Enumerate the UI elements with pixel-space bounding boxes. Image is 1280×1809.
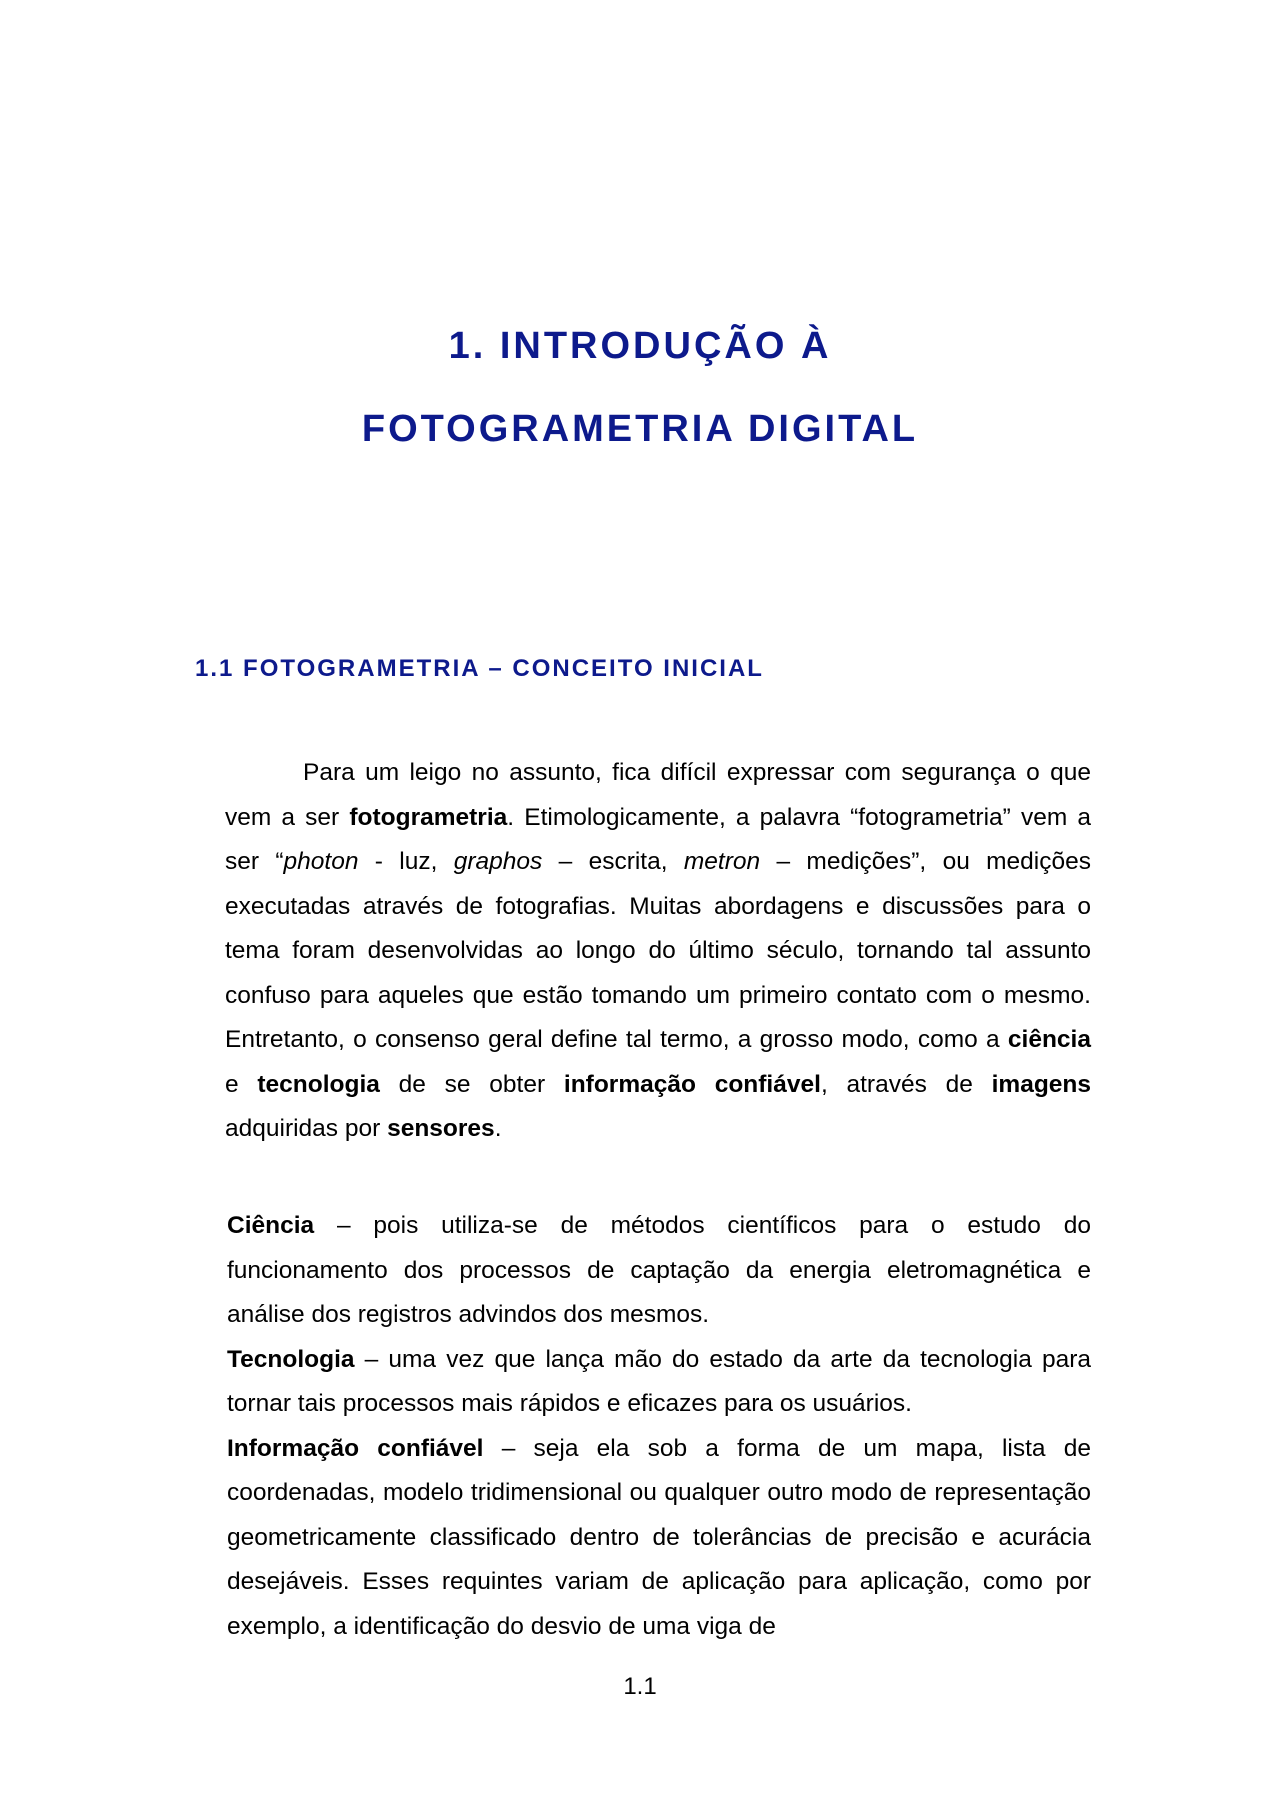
intro-text: . Etimologicamente, a palavra “fotogrametria” vem a ser “	[225, 803, 1091, 875]
intro-text: Para um leigo no assunto, fica difícil expressar com segurança o que vem a ser	[225, 759, 1091, 831]
definition-term: Informação confiável	[227, 1434, 484, 1462]
page-number: 1.1	[623, 1673, 657, 1700]
chapter-title-line-2: FOTOGRAMETRIA DIGITAL	[361, 408, 919, 450]
intro-text: .	[494, 1115, 502, 1142]
definition-text: – pois utiliza-se de métodos científicos para o estudo do funcionamento dos processos de captação da energia eletromagnética e análise dos registros advindos dos mesmos.	[227, 1212, 1091, 1328]
term-informacao-confiavel: informação confiável	[563, 1070, 821, 1098]
intro-text: , através de	[820, 1070, 992, 1098]
term-fotogrametria: fotogrametria	[349, 803, 508, 831]
definition-term: Ciência	[227, 1212, 315, 1239]
intro-text: – escrita,	[542, 848, 684, 875]
term-imagens: imagens	[991, 1070, 1092, 1098]
intro-text: adquiridas por	[225, 1115, 388, 1142]
intro-text: de se obter	[379, 1070, 564, 1098]
term-ciencia: ciência	[1007, 1026, 1091, 1053]
chapter-title-line-1: 1. INTRODUÇÃO À	[448, 325, 832, 367]
definition-informacao-confiavel	[227, 1427, 1091, 1650]
intro-text: – medições”, ou medições executadas através de fotografias. Muitas abordagens e discussões para o tema foram desenvolvidas ao longo do último século, tornando tal assunto confuso para aqueles que estão tomando um primeiro contato com o mesmo. Entretanto, o consenso geral define tal termo, a grosso modo, como a	[225, 848, 1092, 1053]
definition-term: Tecnologia	[227, 1345, 355, 1373]
term-tecnologia: tecnologia	[257, 1070, 380, 1098]
definition-tecnologia	[227, 1338, 1091, 1427]
intro-text: - luz,	[358, 848, 454, 875]
term-photon: photon	[283, 848, 359, 875]
section-heading: 1.1 FOTOGRAMETRIA – CONCEITO INICIAL	[195, 655, 764, 682]
term-graphos: graphos	[453, 848, 543, 875]
intro-text: e	[225, 1070, 258, 1098]
term-metron: metron	[683, 848, 761, 875]
definition-text: – uma vez que lança mão do estado da arte da tecnologia para tornar tais processos mais rápidos e eficazes para os usuários.	[227, 1345, 1091, 1417]
definitions-list	[227, 1204, 1091, 1649]
term-sensores: sensores	[387, 1115, 495, 1142]
definition-ciencia	[227, 1204, 1091, 1338]
definition-text: – seja ela sob a forma de um mapa, lista de coordenadas, modelo tridimensional ou qualquer outro modo de representação geometricamente classificado dentro de tolerâncias de precisão e acurácia desejáveis. Esses requintes variam de aplicação para aplicação, como por exemplo, a identificação do desvio de uma viga de	[227, 1434, 1092, 1640]
intro-paragraph	[225, 751, 1091, 1152]
